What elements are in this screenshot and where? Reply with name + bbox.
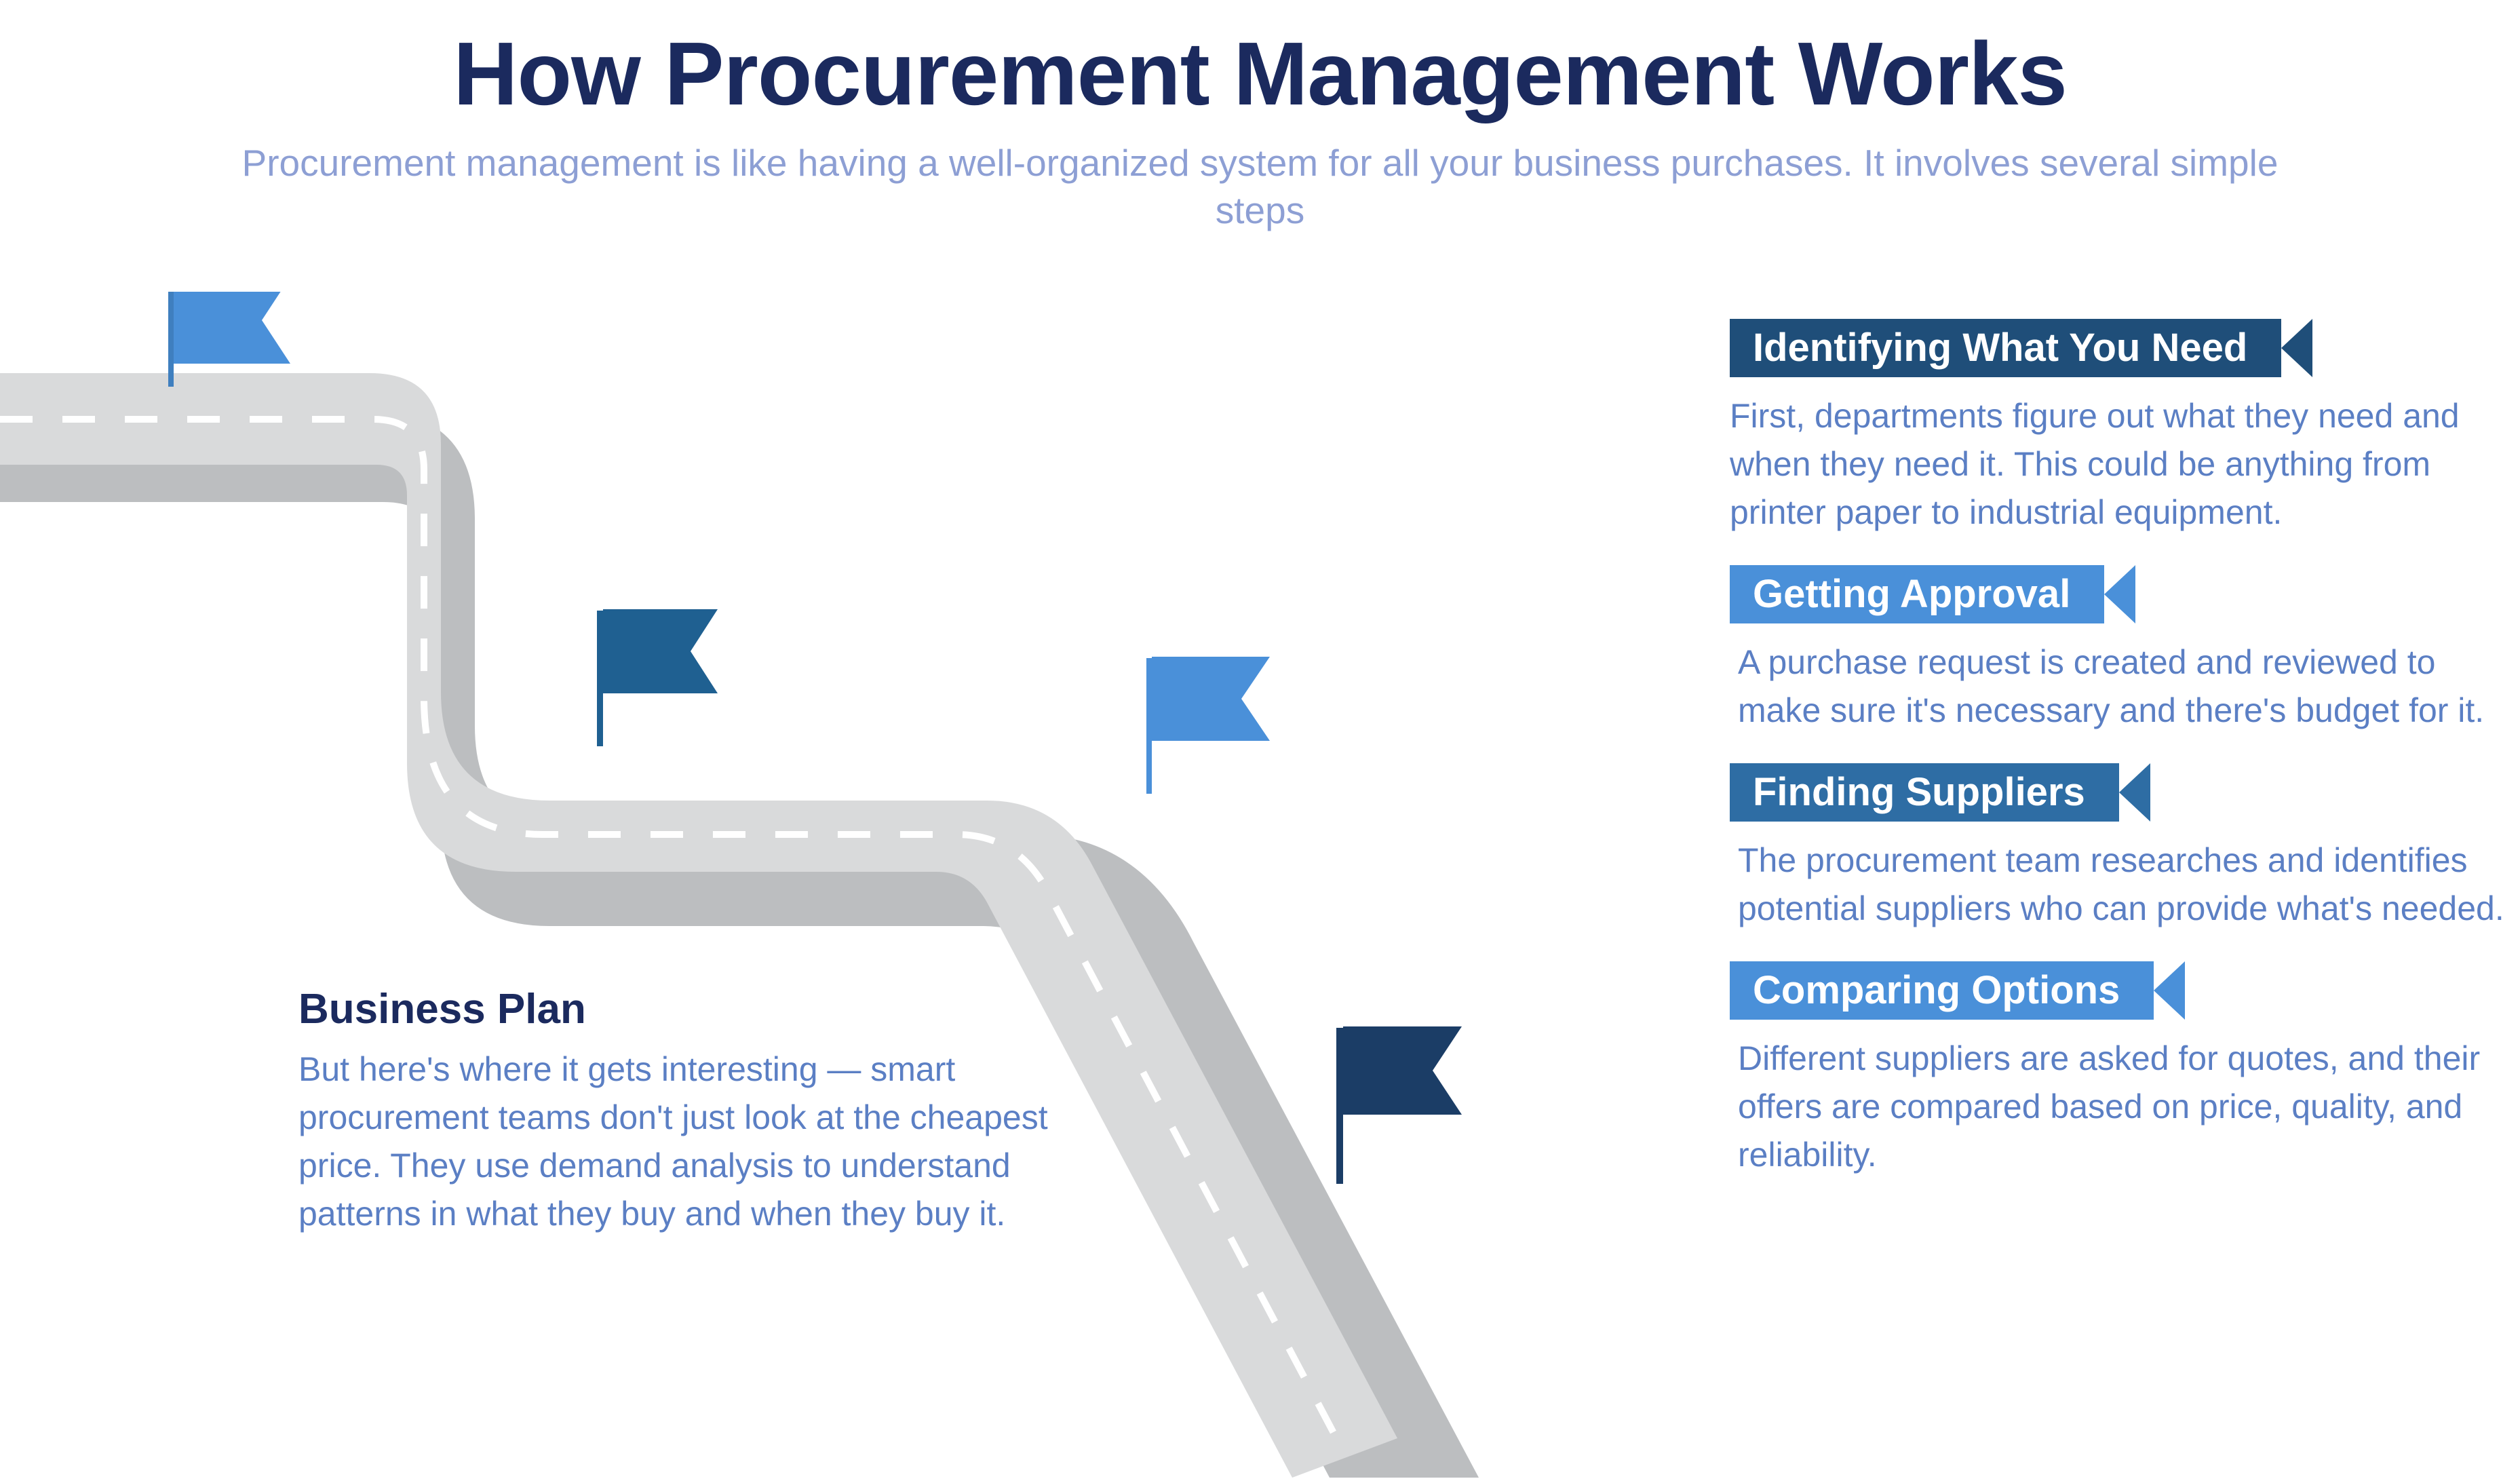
steps-list bbox=[1730, 319, 2503, 1208]
flag-3-icon bbox=[1146, 657, 1270, 794]
step-body-3: The procurement team researches and identifies potential suppliers who can provide what's needed. bbox=[1738, 841, 2504, 927]
step-item-4 bbox=[1730, 961, 2503, 1179]
step-banner-comparing-options: Comparing Options bbox=[1730, 961, 2185, 1020]
flag-4-icon bbox=[1336, 1026, 1462, 1184]
step-body-2: A purchase request is created and reviewed to make sure it's necessary and there's budget for it. bbox=[1738, 643, 2485, 729]
business-plan-block bbox=[298, 985, 1126, 1238]
page-subtitle: Procurement management is like having a well-organized system for all your business purchases. It involves several simple steps bbox=[241, 141, 2279, 231]
business-plan-title: Business Plan bbox=[298, 986, 586, 1033]
road-illustration bbox=[0, 292, 1696, 1478]
header bbox=[0, 0, 2520, 234]
business-plan-body: But here's where it gets interesting — smart procurement teams don't just look at the cheapest price. They use demand analysis to understand patterns in what they buy and when they buy it. bbox=[298, 1050, 1048, 1233]
flag-2-icon bbox=[597, 609, 718, 746]
step-banner-identifying-what-you-need: Identifying What You Need bbox=[1730, 319, 2312, 377]
step-item-2 bbox=[1730, 565, 2503, 735]
step-body-4: Different suppliers are asked for quotes, and their offers are compared based on price, quality, and reliability. bbox=[1738, 1039, 2481, 1174]
step-item-3 bbox=[1730, 763, 2503, 933]
page-title: How Procurement Management Works bbox=[453, 24, 2067, 123]
step-item-1 bbox=[1730, 319, 2503, 537]
step-banner-finding-suppliers: Finding Suppliers bbox=[1730, 763, 2150, 822]
flag-1-icon bbox=[168, 292, 290, 387]
step-banner-getting-approval: Getting Approval bbox=[1730, 565, 2135, 623]
step-body-1: First, departments figure out what they need and when they need it. This could be anything from printer paper to industrial equipment. bbox=[1730, 397, 2460, 531]
